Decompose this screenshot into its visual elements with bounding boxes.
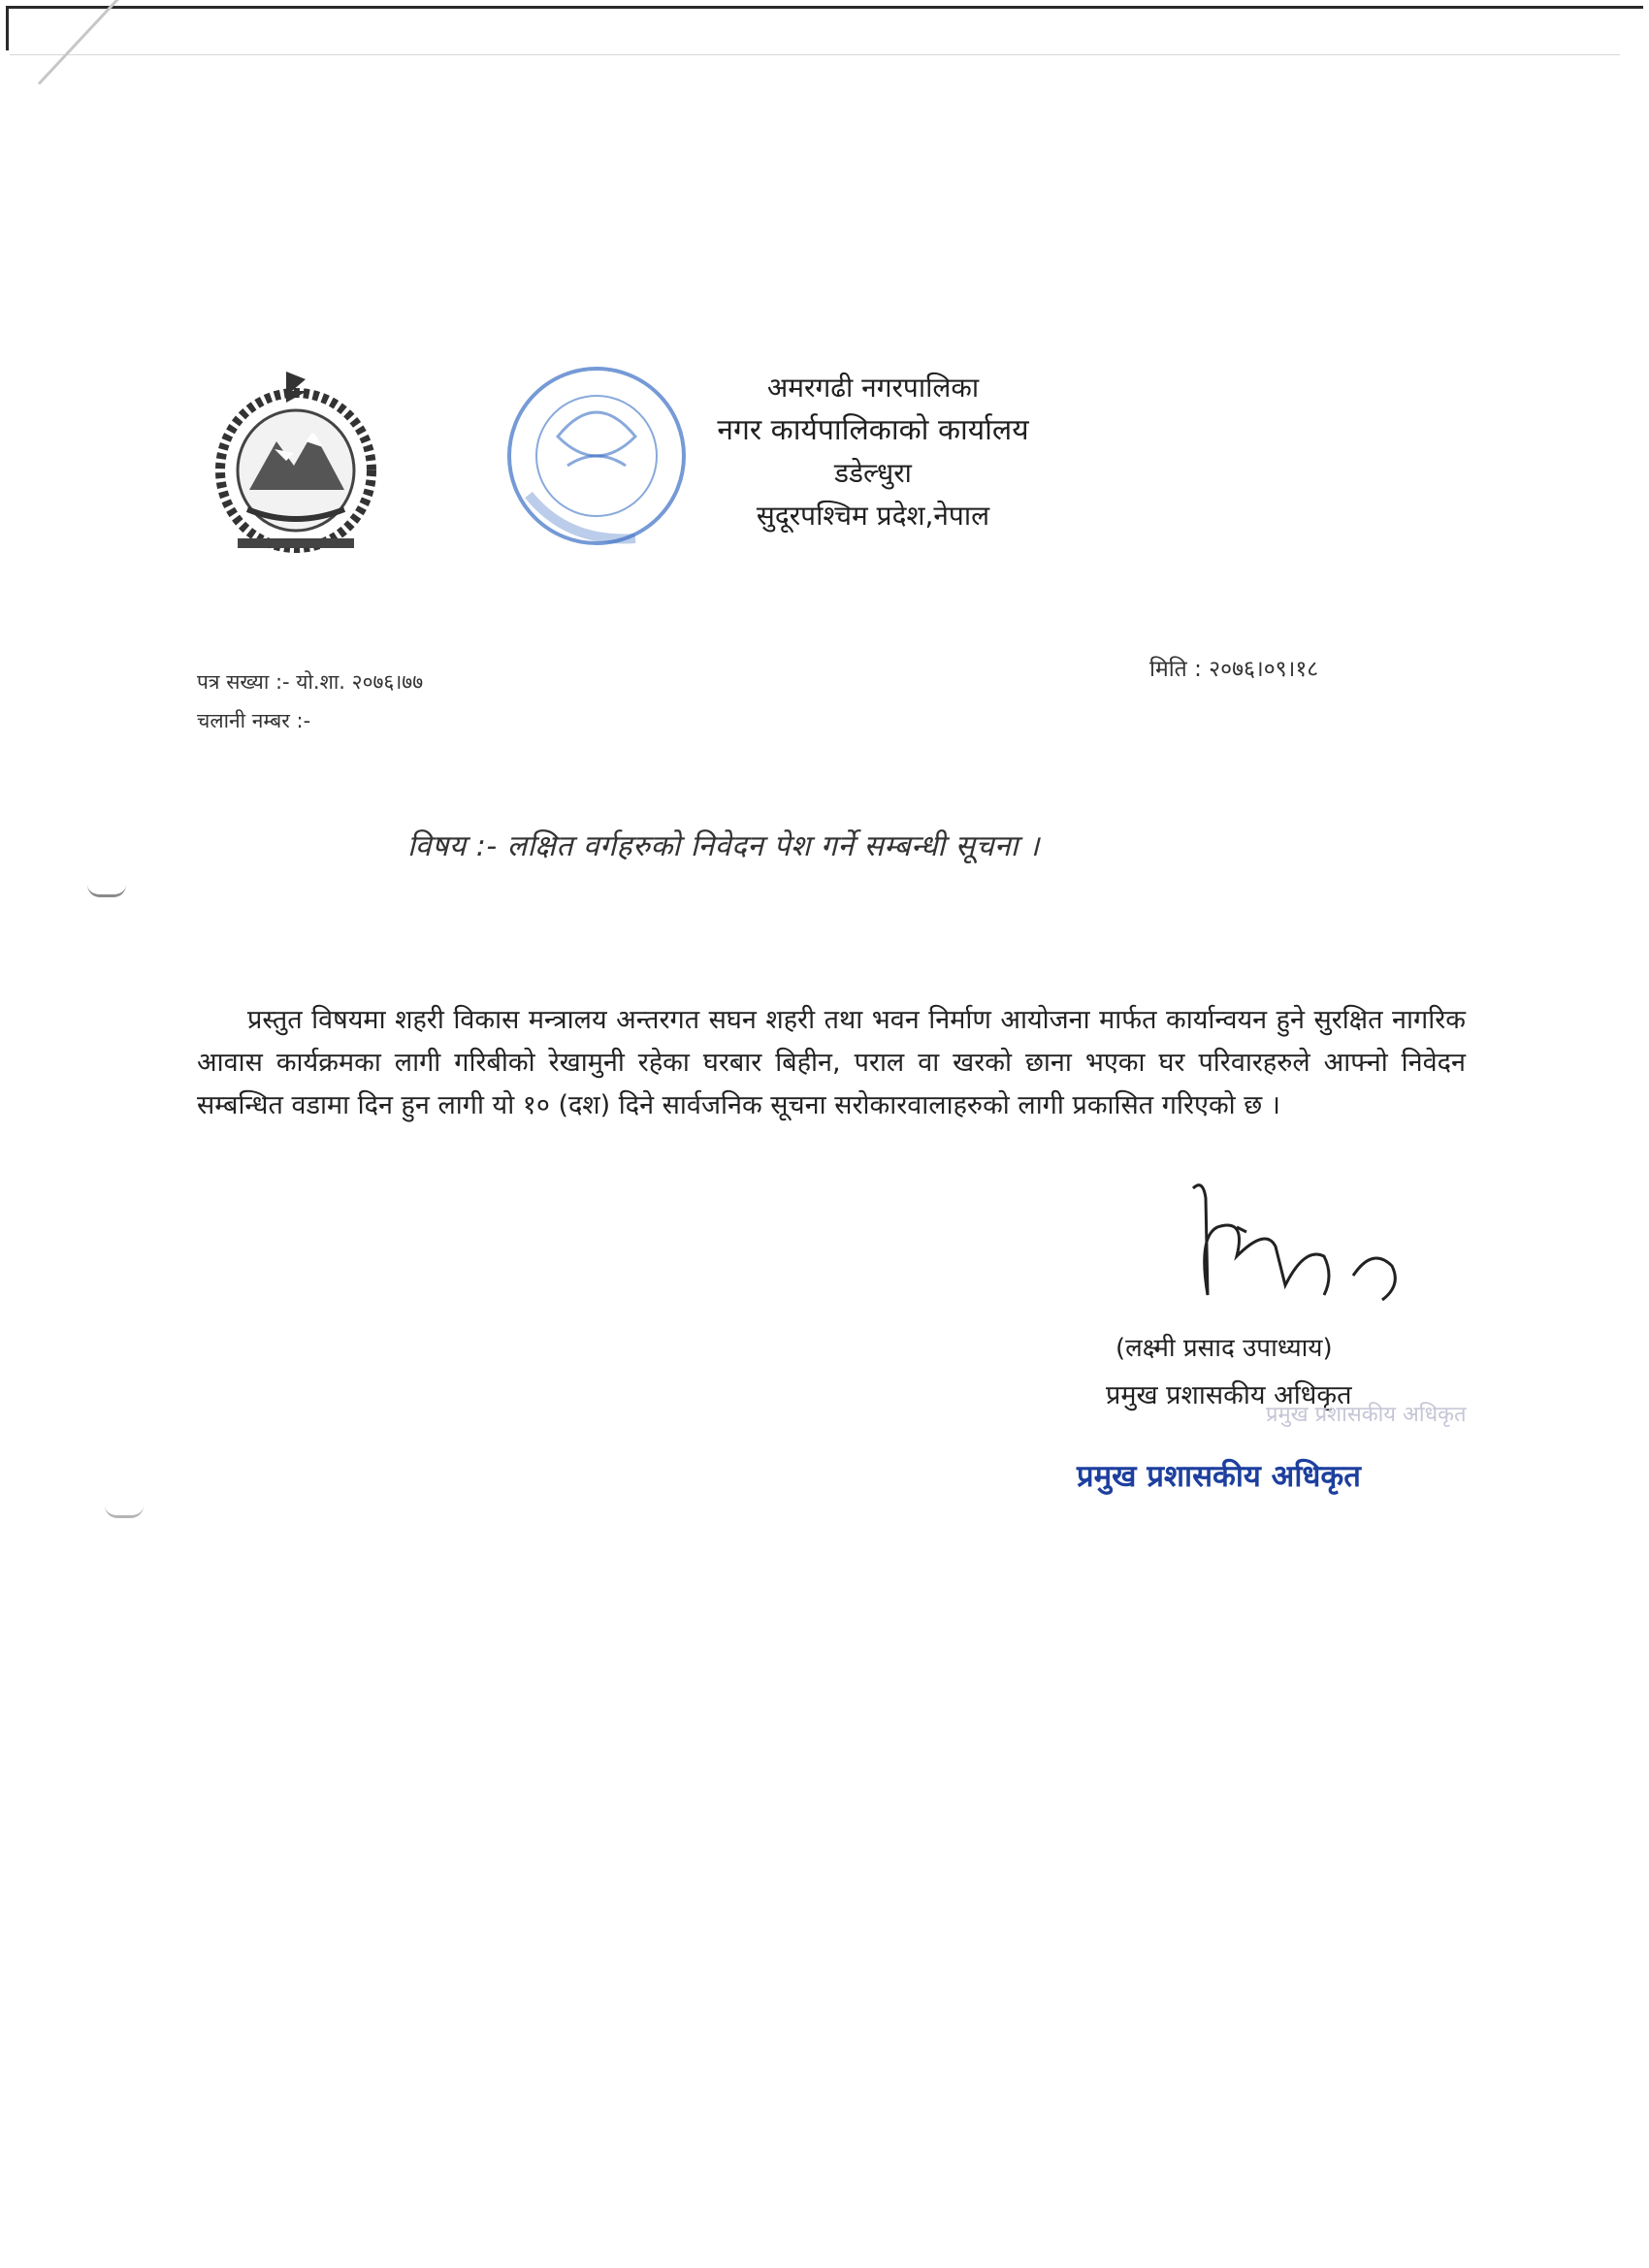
- handwritten-signature: [1179, 1169, 1431, 1324]
- reference-block: [197, 663, 423, 740]
- faint-stamp-impression: प्रमुख प्रशासकीय अधिकृत: [1266, 1403, 1467, 1427]
- scan-border: [6, 6, 1643, 9]
- letter-date: मिति : २०७६।०९।१८: [1149, 657, 1319, 682]
- subject-line: विषय :- लक्षित वर्गहरुको निवेदन पेश गर्ने सम्बन्धी सूचना ।: [407, 829, 1040, 863]
- signatory-name: (लक्ष्मी प्रसाद उपाध्याय): [1116, 1334, 1333, 1363]
- signatory-stamp: प्रमुख प्रशासकीय अधिकृत: [1077, 1459, 1361, 1494]
- letter-number: पत्र सख्या :- यो.शा. २०७६।७७: [197, 670, 424, 694]
- district-name: डडेल्धुरा: [834, 457, 912, 489]
- body-text: प्रस्तुत विषयमा शहरी विकास मन्त्रालय अन्तरगत सघन शहरी तथा भवन निर्माण आयोजना मार्फत कार्यान्वयन हुने सुरक्षित नागरिक आवास कार्यक्रमका लागी गरिबीको रेखामुनी रहेका घरबार बिहीन, पराल वा खरको छाना भएका घर परिवारहरुले आफ्नो निवेदन सम्बन्धित वडामा दिन हुन लागी यो १० (दश) दिने सार्वजनिक सूचना सरोकारवालाहरुको लागी प्रकासित गरिएको छ ।: [197, 1005, 1466, 1120]
- office-name: नगर कार्यपालिकाको कार्यालय: [717, 413, 1029, 447]
- province-name: सुदूरपश्चिम प्रदेश,नेपाल: [756, 500, 990, 532]
- nepal-emblem-icon: [199, 364, 393, 558]
- signatory-title: प्रमुख प्रशासकीय अधिकृत: [1106, 1380, 1352, 1410]
- scan-border: [6, 6, 9, 50]
- punch-hole: [105, 1506, 144, 1518]
- scan-line: [10, 54, 1620, 55]
- body-paragraph: [197, 999, 1466, 1127]
- dispatch-number: चलानी नम्बर :-: [197, 709, 311, 732]
- municipality-name: अमरगढी नगरपालिका: [766, 372, 980, 404]
- punch-hole: [87, 885, 126, 897]
- letterhead: [630, 367, 1116, 537]
- scan-mark: [38, 0, 139, 85]
